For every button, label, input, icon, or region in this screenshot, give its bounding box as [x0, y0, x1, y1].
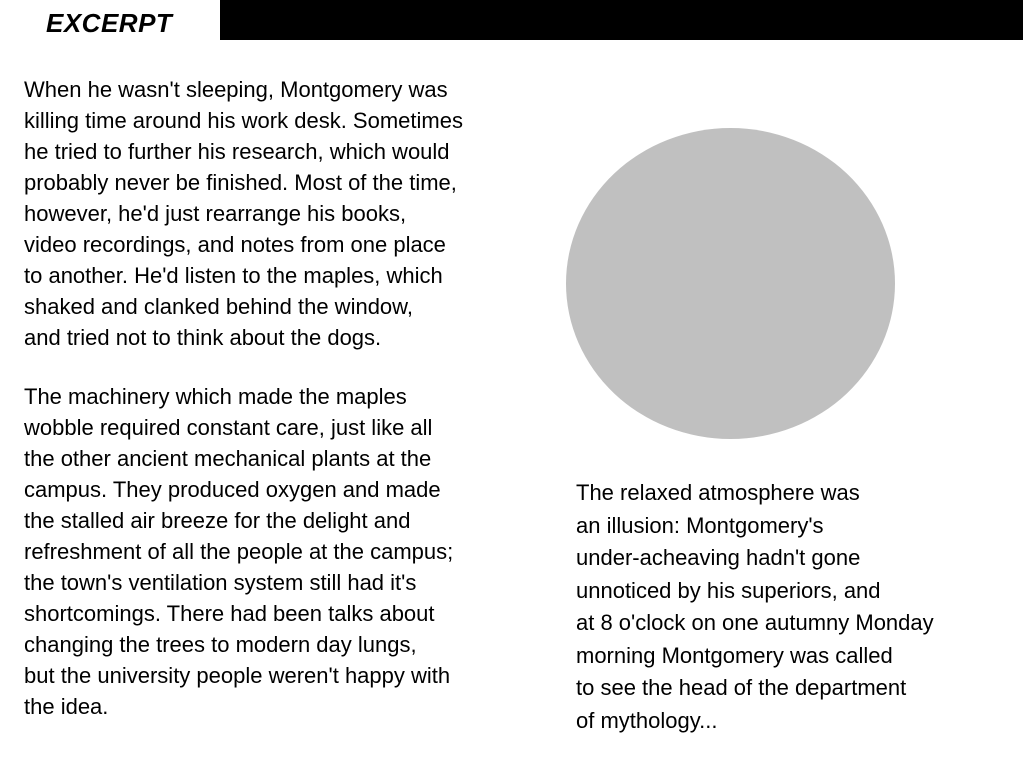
paragraph-relaxed-atmosphere: The relaxed atmosphere was an illusion: Montgomery's under-acheaving hadn't gone unnoticed by his superiors, and at 8 o'clock on one autumny Monday morning Montgomery was called to see the head of the department of mythology...: [576, 480, 934, 733]
header-bar: [220, 0, 1023, 40]
excerpt-title: EXCERPT: [46, 8, 173, 38]
paragraph-montgomery-desk: When he wasn't sleeping, Montgomery was killing time around his work desk. Sometimes he tried to further his research, which would probably never be finished. Most of the time, however, he'd just rearrange his books, video recordings, and notes from one place to another. He'd listen to the maples, which shaked and clanked behind the window, and tried not to think about the dogs.: [24, 77, 463, 350]
circle-image-placeholder: [566, 128, 895, 439]
paragraph-maples-machinery: The machinery which made the maples wobble required constant care, just like all the other ancient mechanical plants at the campus. They produced oxygen and made the stalled air breeze for the delight and refreshment of all the people at the campus; the town's ventilation system still had it's shortcomings. There had been talks about changing the trees to modern day lungs, but the university people weren't happy with the idea.: [24, 384, 454, 719]
